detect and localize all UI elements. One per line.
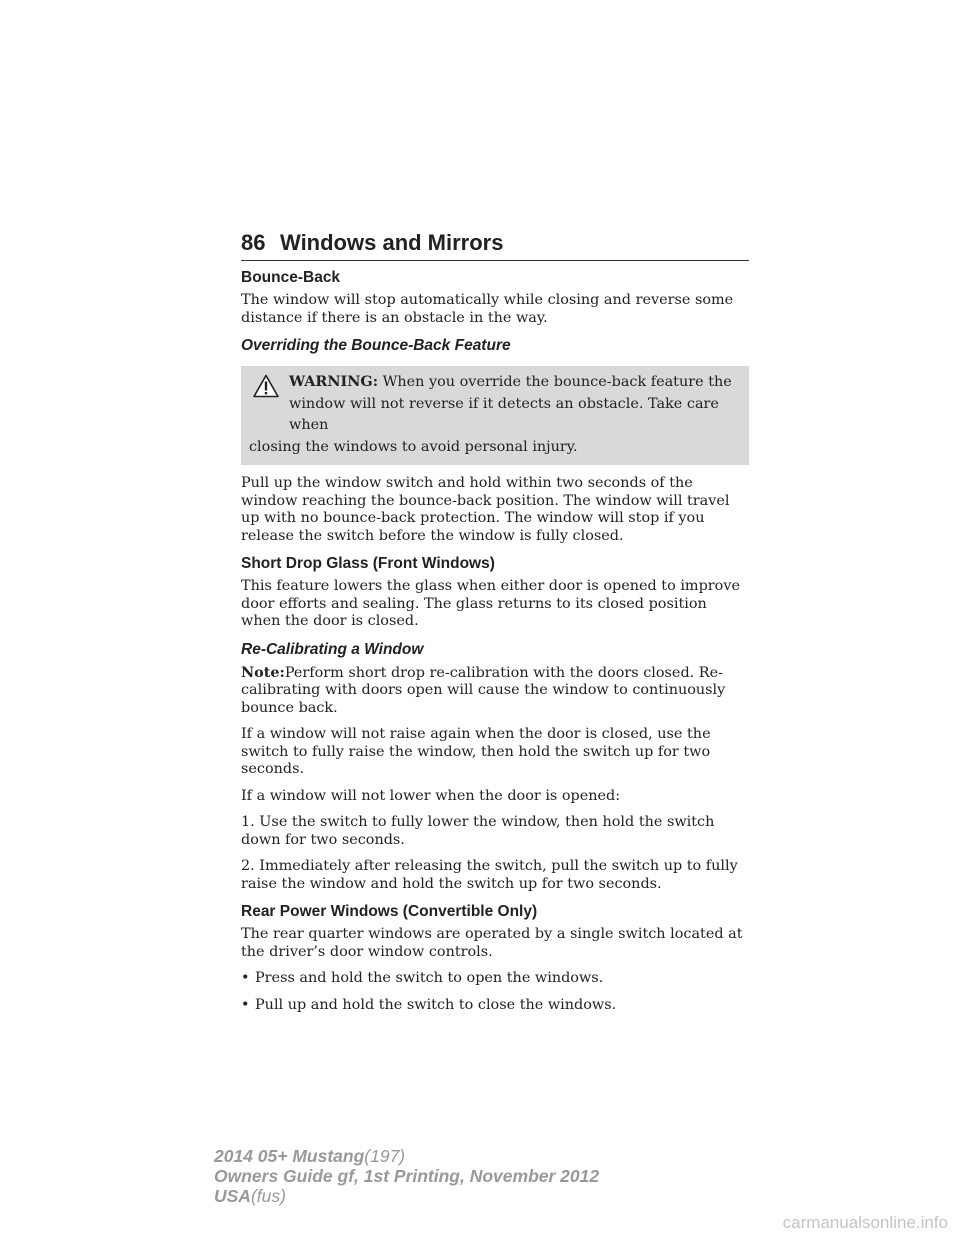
footer-page-code: (197): [364, 1146, 406, 1166]
footer-line-1: [214, 1146, 599, 1166]
list-item: • Press and hold the switch to open the windows.: [241, 970, 604, 986]
list-item-text: Pull up and hold the switch to close the windows.: [255, 996, 617, 1013]
recalibrate-step-2: 2. Immediately after releasing the switch, pull the switch up to fully raise the window and hold the switch up for two seconds.: [241, 858, 738, 892]
warning-triangle-icon: [253, 374, 279, 398]
rear-power-text: The rear quarter windows are operated by a single switch located at the driver’s door window controls.: [241, 926, 743, 960]
warning-line-1: [249, 371, 741, 394]
short-drop-text: This feature lowers the glass when either door is opened to improve door efforts and sealing. The glass returns to its closed position when the door is closed.: [241, 578, 740, 629]
footer-market: USA: [214, 1186, 251, 1206]
recalibrate-para-1: If a window will not raise again when the door is closed, use the switch to fully raise the window, then hold the switch up for two seconds.: [241, 726, 711, 777]
note-paragraph: [241, 664, 749, 718]
footer-line-2: Owners Guide gf, 1st Printing, November 2012: [214, 1166, 600, 1186]
page-header: [241, 230, 749, 261]
warning-line-2: window will not reverse if it detects an obstacle. Take care when: [289, 395, 719, 433]
warning-text-1: When you override the bounce-back feature the: [382, 374, 732, 390]
note-label: Note:: [241, 663, 285, 681]
override-text: Pull up the window switch and hold within two seconds of the window reaching the bounce-back position. The window will travel up with no bounce-back protection. The window will stop if you release the switch before the window is fully closed.: [241, 475, 730, 544]
print-footer: [214, 1146, 599, 1206]
rear-power-list: [241, 970, 749, 1014]
bounce-back-text: The window will stop automatically while closing and reverse some distance if there is an obstacle in the way.: [241, 292, 734, 326]
page-number: 86: [241, 230, 266, 255]
page-content: [241, 268, 749, 1023]
recalibrate-para-2: If a window will not lower when the door is opened:: [241, 787, 621, 804]
footer-market-code: (fus): [250, 1186, 286, 1206]
heading-recalibrate: Re-Calibrating a Window: [241, 640, 424, 658]
warning-box: [241, 366, 749, 465]
watermark: carmanualsonline.info: [782, 1213, 948, 1232]
heading-short-drop: Short Drop Glass (Front Windows): [241, 555, 495, 572]
heading-override: Overriding the Bounce-Back Feature: [241, 337, 511, 354]
heading-rear-power: Rear Power Windows (Convertible Only): [241, 903, 538, 920]
footer-line-3: [214, 1186, 599, 1206]
footer-model: 2014 05+ Mustang: [214, 1146, 365, 1166]
list-item-text: Press and hold the switch to open the windows.: [255, 970, 604, 986]
heading-bounce-back: Bounce-Back: [241, 269, 341, 286]
warning-label: WARNING:: [289, 373, 379, 390]
recalibrate-step-1: 1. Use the switch to fully lower the window, then hold the switch down for two seconds.: [241, 814, 715, 848]
chapter-title: Windows and Mirrors: [280, 230, 504, 255]
note-text: Perform short drop re-calibration with the doors closed. Re-calibrating with doors open will cause the window to continuously bounce back.: [241, 664, 726, 716]
warning-line-3: closing the windows to avoid personal injury.: [249, 438, 578, 455]
list-item: • Pull up and hold the switch to close the windows.: [241, 996, 617, 1013]
